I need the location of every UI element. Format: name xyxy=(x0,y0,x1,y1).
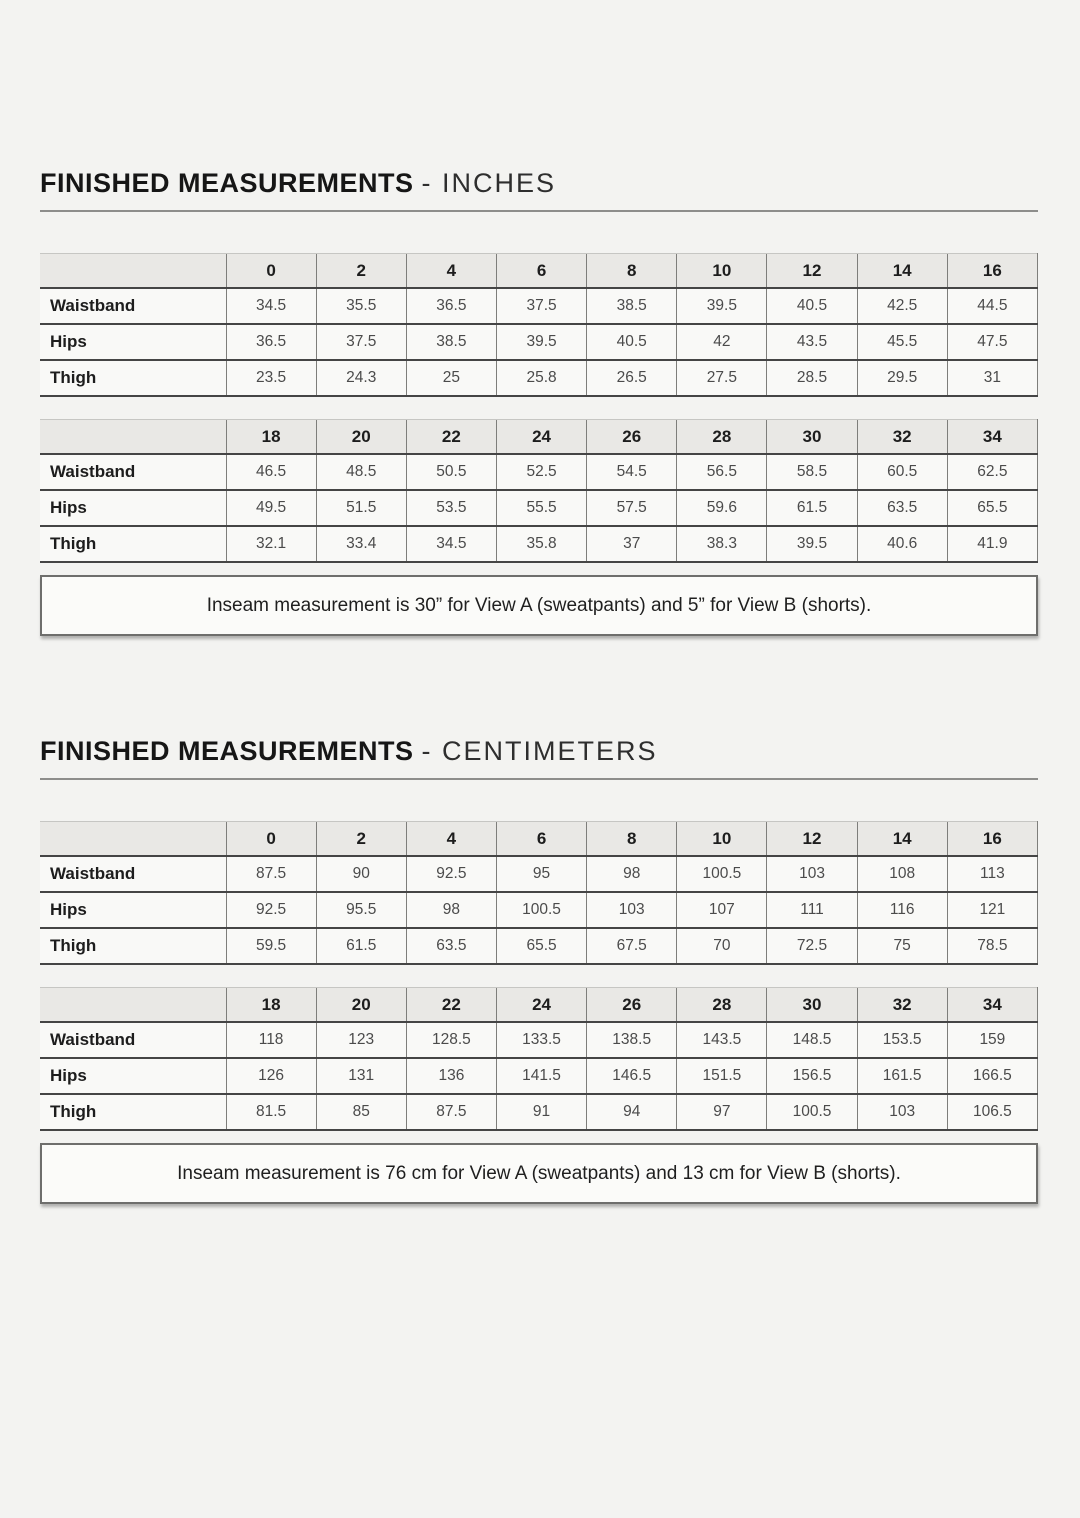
measurement-value-cell: 58.5 xyxy=(767,454,857,490)
size-header-cell: 6 xyxy=(496,822,586,857)
measurement-row xyxy=(40,526,1038,562)
size-header-cell: 26 xyxy=(587,420,677,455)
measurement-value-cell: 94 xyxy=(587,1094,677,1130)
pattern-measurements-page xyxy=(40,168,1038,1204)
measurement-value-cell: 38.3 xyxy=(677,526,767,562)
size-header-cell: 22 xyxy=(406,988,496,1023)
title-divider xyxy=(40,210,1038,212)
measurement-value-cell: 35.8 xyxy=(496,526,586,562)
measurement-value-cell: 159 xyxy=(947,1022,1037,1058)
measurement-value-cell: 38.5 xyxy=(406,324,496,360)
size-header-cell: 24 xyxy=(496,420,586,455)
size-header-cell: 4 xyxy=(406,254,496,289)
measurement-value-cell: 41.9 xyxy=(947,526,1037,562)
size-header-cell: 12 xyxy=(767,254,857,289)
measurement-value-cell: 37.5 xyxy=(316,324,406,360)
measurement-value-cell: 166.5 xyxy=(947,1058,1037,1094)
measurement-value-cell: 63.5 xyxy=(857,490,947,526)
measurement-value-cell: 143.5 xyxy=(677,1022,767,1058)
measurement-value-cell: 131 xyxy=(316,1058,406,1094)
size-header-row xyxy=(40,420,1038,455)
measurement-value-cell: 95.5 xyxy=(316,892,406,928)
measurement-value-cell: 40.5 xyxy=(587,324,677,360)
inseam-note-centimeters-text: Inseam measurement is 76 cm for View A (sweatpants) and 13 cm for View B (shorts). xyxy=(177,1162,901,1184)
row-label-cell: Thigh xyxy=(40,928,226,964)
measurement-value-cell: 40.6 xyxy=(857,526,947,562)
measurement-value-cell: 141.5 xyxy=(496,1058,586,1094)
measurement-value-cell: 95 xyxy=(496,856,586,892)
measurement-value-cell: 90 xyxy=(316,856,406,892)
measurement-value-cell: 87.5 xyxy=(406,1094,496,1130)
measurement-value-cell: 97 xyxy=(677,1094,767,1130)
size-header-cell: 20 xyxy=(316,420,406,455)
measurement-row xyxy=(40,928,1038,964)
inseam-note-inches-text: Inseam measurement is 30” for View A (sweatpants) and 5” for View B (shorts). xyxy=(206,594,872,616)
measurement-row xyxy=(40,360,1038,396)
size-header-cell: 12 xyxy=(767,822,857,857)
measurement-value-cell: 34.5 xyxy=(406,526,496,562)
corner-cell xyxy=(40,254,226,289)
row-label-cell: Hips xyxy=(40,490,226,526)
measurement-value-cell: 55.5 xyxy=(496,490,586,526)
size-header-cell: 8 xyxy=(587,822,677,857)
measurement-value-cell: 136 xyxy=(406,1058,496,1094)
corner-cell xyxy=(40,988,226,1023)
measurement-value-cell: 39.5 xyxy=(496,324,586,360)
measurement-value-cell: 37.5 xyxy=(496,288,586,324)
measurement-value-cell: 27.5 xyxy=(677,360,767,396)
measurement-value-cell: 161.5 xyxy=(857,1058,947,1094)
measurement-value-cell: 36.5 xyxy=(226,324,316,360)
measurement-value-cell: 85 xyxy=(316,1094,406,1130)
row-label-cell: Waistband xyxy=(40,856,226,892)
measurement-value-cell: 25 xyxy=(406,360,496,396)
size-header-cell: 18 xyxy=(226,420,316,455)
size-header-cell: 20 xyxy=(316,988,406,1023)
row-label-cell: Waistband xyxy=(40,454,226,490)
measurement-value-cell: 65.5 xyxy=(496,928,586,964)
measurement-table-inches-sizes-18-34 xyxy=(40,419,1038,563)
measurement-value-cell: 53.5 xyxy=(406,490,496,526)
measurement-value-cell: 70 xyxy=(677,928,767,964)
size-header-cell: 14 xyxy=(857,254,947,289)
size-header-row xyxy=(40,822,1038,857)
measurement-row xyxy=(40,288,1038,324)
measurement-value-cell: 24.3 xyxy=(316,360,406,396)
measurement-row xyxy=(40,1094,1038,1130)
corner-cell xyxy=(40,822,226,857)
measurement-value-cell: 25.8 xyxy=(496,360,586,396)
title-divider xyxy=(40,778,1038,780)
size-header-cell: 26 xyxy=(587,988,677,1023)
size-header-cell: 16 xyxy=(947,822,1037,857)
measurement-value-cell: 45.5 xyxy=(857,324,947,360)
measurement-value-cell: 51.5 xyxy=(316,490,406,526)
section-title-inches xyxy=(40,168,1038,199)
size-header-cell: 14 xyxy=(857,822,947,857)
measurement-value-cell: 106.5 xyxy=(947,1094,1037,1130)
measurement-value-cell: 23.5 xyxy=(226,360,316,396)
measurement-value-cell: 98 xyxy=(406,892,496,928)
row-label-cell: Waistband xyxy=(40,1022,226,1058)
size-header-cell: 2 xyxy=(316,254,406,289)
size-header-row xyxy=(40,254,1038,289)
size-header-cell: 34 xyxy=(947,988,1037,1023)
measurement-value-cell: 151.5 xyxy=(677,1058,767,1094)
measurement-value-cell: 56.5 xyxy=(677,454,767,490)
measurement-value-cell: 35.5 xyxy=(316,288,406,324)
measurement-value-cell: 100.5 xyxy=(496,892,586,928)
size-header-cell: 18 xyxy=(226,988,316,1023)
measurement-value-cell: 61.5 xyxy=(767,490,857,526)
measurement-value-cell: 156.5 xyxy=(767,1058,857,1094)
measurement-value-cell: 40.5 xyxy=(767,288,857,324)
size-header-cell: 8 xyxy=(587,254,677,289)
measurement-value-cell: 138.5 xyxy=(587,1022,677,1058)
measurement-value-cell: 44.5 xyxy=(947,288,1037,324)
measurement-value-cell: 42 xyxy=(677,324,767,360)
measurement-table-inches-sizes-0-16 xyxy=(40,253,1038,397)
measurement-value-cell: 63.5 xyxy=(406,928,496,964)
measurement-value-cell: 133.5 xyxy=(496,1022,586,1058)
measurement-value-cell: 48.5 xyxy=(316,454,406,490)
measurement-row xyxy=(40,1058,1038,1094)
measurement-row xyxy=(40,856,1038,892)
measurement-value-cell: 153.5 xyxy=(857,1022,947,1058)
row-label-cell: Waistband xyxy=(40,288,226,324)
measurement-value-cell: 98 xyxy=(587,856,677,892)
section-title-main: FINISHED MEASUREMENTS xyxy=(40,736,414,766)
size-header-cell: 22 xyxy=(406,420,496,455)
row-label-cell: Hips xyxy=(40,892,226,928)
measurement-value-cell: 111 xyxy=(767,892,857,928)
measurement-value-cell: 26.5 xyxy=(587,360,677,396)
measurement-value-cell: 61.5 xyxy=(316,928,406,964)
size-header-cell: 0 xyxy=(226,254,316,289)
measurement-value-cell: 67.5 xyxy=(587,928,677,964)
size-header-cell: 24 xyxy=(496,988,586,1023)
measurement-value-cell: 103 xyxy=(587,892,677,928)
measurement-value-cell: 108 xyxy=(857,856,947,892)
measurement-value-cell: 81.5 xyxy=(226,1094,316,1130)
measurement-value-cell: 52.5 xyxy=(496,454,586,490)
measurement-value-cell: 78.5 xyxy=(947,928,1037,964)
measurement-value-cell: 57.5 xyxy=(587,490,677,526)
measurement-value-cell: 39.5 xyxy=(677,288,767,324)
measurement-value-cell: 116 xyxy=(857,892,947,928)
measurement-value-cell: 43.5 xyxy=(767,324,857,360)
section-title-unit: - INCHES xyxy=(421,168,557,198)
measurement-value-cell: 118 xyxy=(226,1022,316,1058)
measurement-value-cell: 72.5 xyxy=(767,928,857,964)
inseam-note-centimeters xyxy=(40,1143,1038,1204)
measurement-value-cell: 31 xyxy=(947,360,1037,396)
measurement-value-cell: 37 xyxy=(587,526,677,562)
row-label-cell: Thigh xyxy=(40,1094,226,1130)
size-header-cell: 10 xyxy=(677,254,767,289)
measurement-value-cell: 107 xyxy=(677,892,767,928)
measurement-value-cell: 103 xyxy=(767,856,857,892)
size-header-cell: 34 xyxy=(947,420,1037,455)
measurement-value-cell: 36.5 xyxy=(406,288,496,324)
measurement-value-cell: 38.5 xyxy=(587,288,677,324)
size-header-cell: 2 xyxy=(316,822,406,857)
section-centimeters xyxy=(40,736,1038,1204)
measurement-value-cell: 100.5 xyxy=(767,1094,857,1130)
size-header-cell: 30 xyxy=(767,988,857,1023)
section-title-unit: - CENTIMETERS xyxy=(421,736,658,766)
size-header-cell: 32 xyxy=(857,988,947,1023)
measurement-value-cell: 100.5 xyxy=(677,856,767,892)
measurement-row xyxy=(40,1022,1038,1058)
measurement-value-cell: 32.1 xyxy=(226,526,316,562)
measurement-value-cell: 49.5 xyxy=(226,490,316,526)
measurement-value-cell: 113 xyxy=(947,856,1037,892)
section-inches xyxy=(40,168,1038,636)
size-header-cell: 0 xyxy=(226,822,316,857)
measurement-value-cell: 148.5 xyxy=(767,1022,857,1058)
measurement-value-cell: 92.5 xyxy=(406,856,496,892)
size-header-row xyxy=(40,988,1038,1023)
size-header-cell: 32 xyxy=(857,420,947,455)
measurement-table-cm-sizes-18-34 xyxy=(40,987,1038,1131)
size-header-cell: 6 xyxy=(496,254,586,289)
measurement-value-cell: 39.5 xyxy=(767,526,857,562)
size-header-cell: 4 xyxy=(406,822,496,857)
size-header-cell: 30 xyxy=(767,420,857,455)
section-title-centimeters xyxy=(40,736,1038,767)
measurement-value-cell: 54.5 xyxy=(587,454,677,490)
row-label-cell: Thigh xyxy=(40,360,226,396)
measurement-value-cell: 92.5 xyxy=(226,892,316,928)
measurement-value-cell: 65.5 xyxy=(947,490,1037,526)
row-label-cell: Hips xyxy=(40,324,226,360)
inseam-note-inches xyxy=(40,575,1038,636)
measurement-value-cell: 121 xyxy=(947,892,1037,928)
measurement-value-cell: 75 xyxy=(857,928,947,964)
measurement-value-cell: 47.5 xyxy=(947,324,1037,360)
measurement-value-cell: 123 xyxy=(316,1022,406,1058)
row-label-cell: Thigh xyxy=(40,526,226,562)
measurement-value-cell: 128.5 xyxy=(406,1022,496,1058)
measurement-value-cell: 62.5 xyxy=(947,454,1037,490)
size-header-cell: 28 xyxy=(677,988,767,1023)
measurement-value-cell: 29.5 xyxy=(857,360,947,396)
measurement-value-cell: 34.5 xyxy=(226,288,316,324)
size-header-cell: 10 xyxy=(677,822,767,857)
size-header-cell: 16 xyxy=(947,254,1037,289)
corner-cell xyxy=(40,420,226,455)
measurement-value-cell: 33.4 xyxy=(316,526,406,562)
measurement-row xyxy=(40,324,1038,360)
measurement-value-cell: 103 xyxy=(857,1094,947,1130)
measurement-value-cell: 42.5 xyxy=(857,288,947,324)
measurement-row xyxy=(40,490,1038,526)
measurement-row xyxy=(40,892,1038,928)
measurement-value-cell: 50.5 xyxy=(406,454,496,490)
row-label-cell: Hips xyxy=(40,1058,226,1094)
measurement-value-cell: 59.5 xyxy=(226,928,316,964)
measurement-value-cell: 87.5 xyxy=(226,856,316,892)
size-header-cell: 28 xyxy=(677,420,767,455)
measurement-value-cell: 46.5 xyxy=(226,454,316,490)
section-title-main: FINISHED MEASUREMENTS xyxy=(40,168,414,198)
measurement-value-cell: 60.5 xyxy=(857,454,947,490)
measurement-value-cell: 126 xyxy=(226,1058,316,1094)
measurement-row xyxy=(40,454,1038,490)
measurement-value-cell: 91 xyxy=(496,1094,586,1130)
measurement-table-cm-sizes-0-16 xyxy=(40,821,1038,965)
measurement-value-cell: 59.6 xyxy=(677,490,767,526)
measurement-value-cell: 146.5 xyxy=(587,1058,677,1094)
measurement-value-cell: 28.5 xyxy=(767,360,857,396)
